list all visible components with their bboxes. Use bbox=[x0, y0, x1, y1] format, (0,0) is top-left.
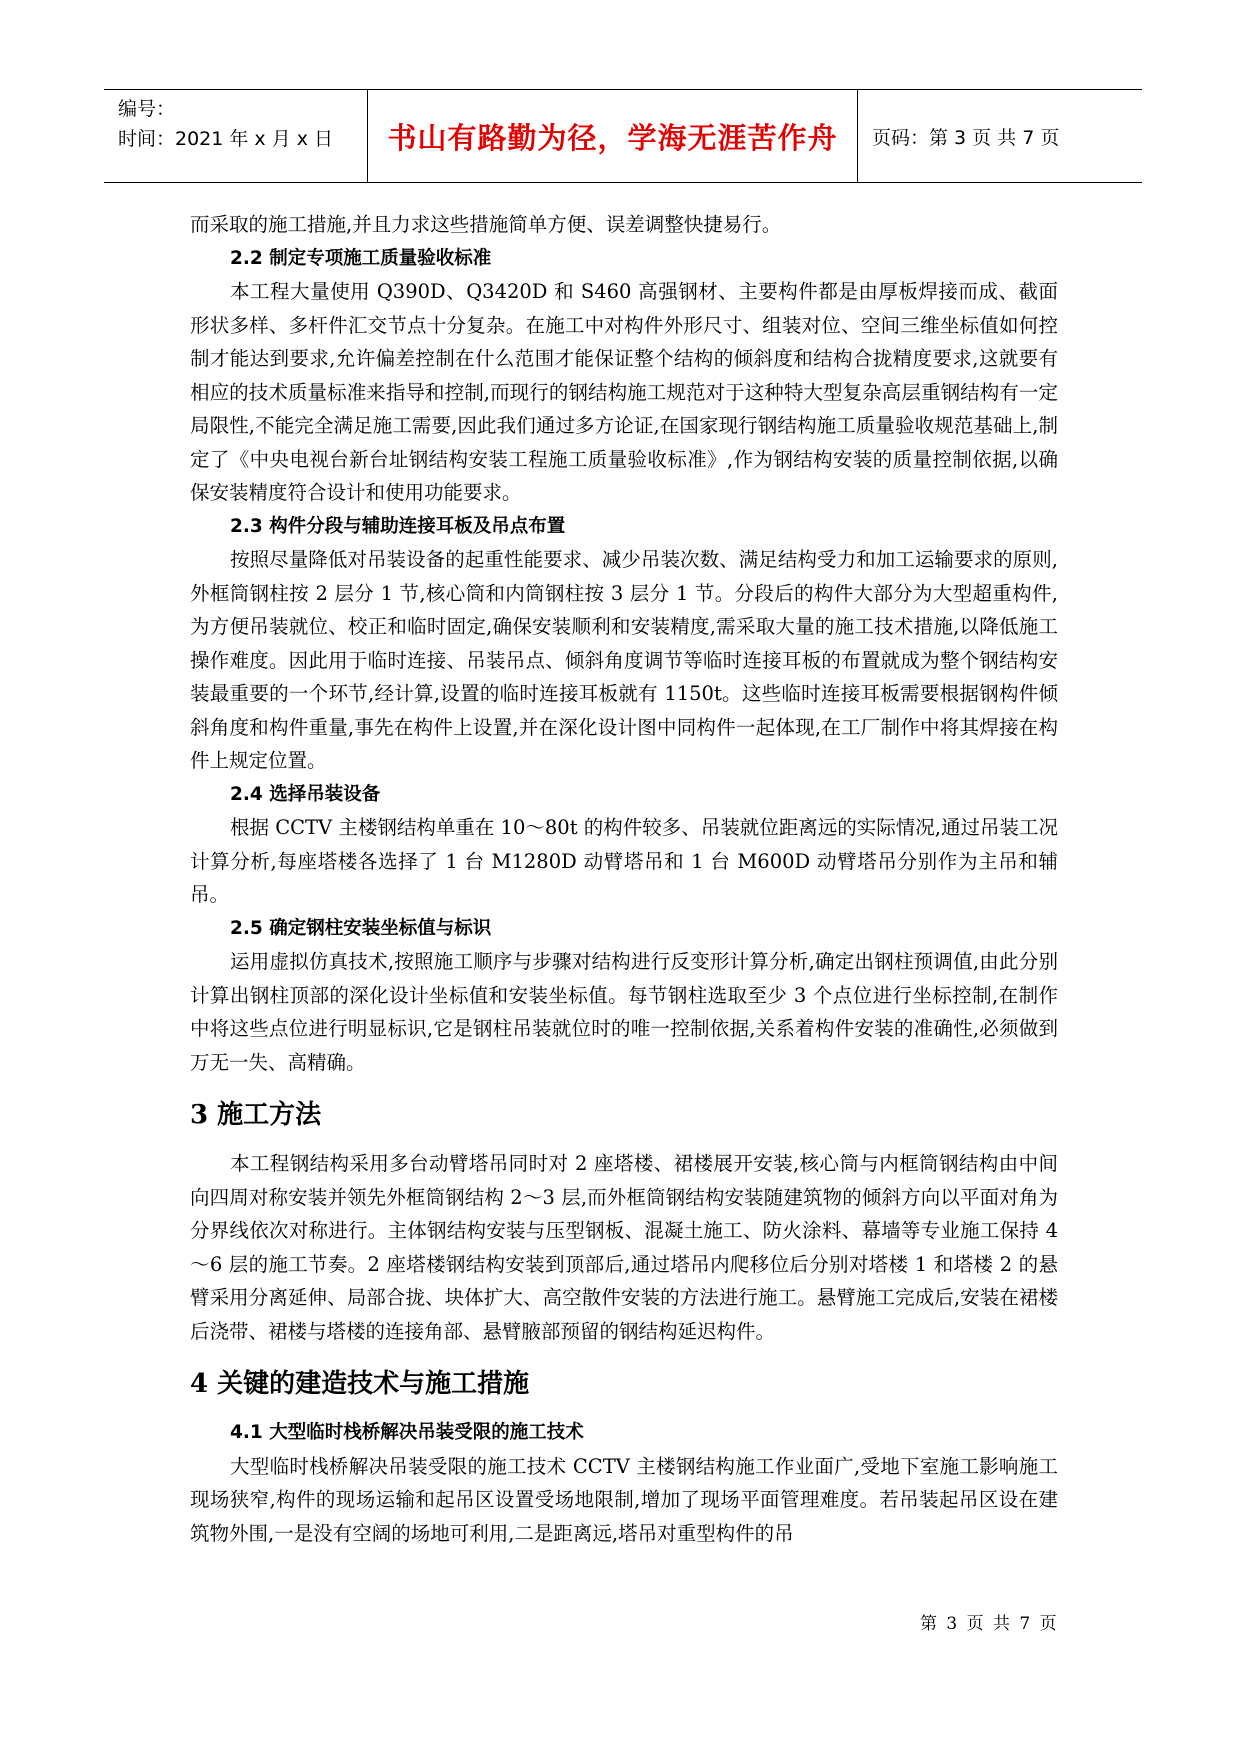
page-header bbox=[104, 89, 1142, 183]
section-heading-4: 4 关键的建造技术与施工措施 bbox=[190, 1369, 530, 1399]
section-heading-3: 3 施工方法 bbox=[190, 1100, 322, 1130]
document-number-label: 编号： bbox=[118, 98, 176, 120]
subsection-heading-2-3: 2.3 构件分段与辅助连接耳板及吊点布置 bbox=[230, 515, 566, 537]
header-page-label: 页码：第 3 页 共 7 页 bbox=[872, 126, 1060, 149]
subsection-heading-2-2: 2.2 制定专项施工质量验收标准 bbox=[230, 247, 492, 269]
subsection-heading-2-5: 2.5 确定钢柱安装坐标值与标识 bbox=[230, 917, 492, 939]
subsection-heading-2-4: 2.4 选择吊装设备 bbox=[230, 783, 381, 805]
paragraph: 大型临时栈桥解决吊装受限的施工技术 CCTV 主楼钢结构施工作业面广,受地下室施工影响施工现场狭窄,构件的现场运输和起吊区设置受场地限制,增加了现场平面管理难度。若吊装起吊区设在建筑物外围,一是没有空阔的场地可利用,二是距离远,塔吊对重型构件的吊 bbox=[190, 1454, 1058, 1545]
paragraph: 而采取的施工措施,并且力求这些措施简单方便、误差调整快捷易行。 bbox=[190, 213, 782, 236]
document-time-label: 时间：2021 年 x 月 x 日 bbox=[118, 128, 334, 150]
header-motto: 书山有路勤为径，学海无涯苦作舟 bbox=[368, 90, 858, 182]
subsection-heading-4-1: 4.1 大型临时栈桥解决吊装受限的施工技术 bbox=[230, 1422, 584, 1443]
document-body bbox=[190, 208, 1058, 1550]
paragraph: 根据 CCTV 主楼钢结构单重在 10～80t 的构件较多、吊装就位距离远的实际情况,通过吊装工况计算分析,每座塔楼各选择了 1 台 M1280D 动臂塔吊和 1 台 M600D 动臂塔吊分别作为主吊和辅吊。 bbox=[190, 816, 1058, 906]
paragraph: 本工程钢结构采用多台动臂塔吊同时对 2 座塔楼、裙楼展开安装,核心筒与内框筒钢结构由中间向四周对称安装并领先外框筒钢结构 2～3 层,而外框筒钢结构安装随建筑物的倾斜方向以平面对角为分界线依次对称进行。主体钢结构安装与压型钢板、混凝土施工、防火涂料、幕墙等专业施工保持 4～6 层的施工节奏。2 座塔楼钢结构安装到顶部后,通过塔吊内爬移位后分别对塔楼 1 和塔楼 2 的悬臂采用分离延伸、局部合拢、块体扩大、高空散件安装的方法进行施工。悬臂施工完成后,安装在裙楼后浇带、裙楼与塔楼的连接角部、悬臂腋部预留的钢结构延迟构件。 bbox=[190, 1152, 1058, 1343]
paragraph: 运用虚拟仿真技术,按照施工顺序与步骤对结构进行反变形计算分析,确定出钢柱预调值,由此分别计算出钢柱顶部的深化设计坐标值和安装坐标值。每节钢柱选取至少 3 个点位进行坐标控制,在制作中将这些点位进行明显标识,它是钢柱吊装就位时的唯一控制依据,关系着构件安装的准确性,必须做到万无一失、高精确。 bbox=[190, 950, 1058, 1074]
header-left-cell bbox=[104, 90, 368, 182]
paragraph: 按照尽量降低对吊装设备的起重性能要求、减少吊装次数、满足结构受力和加工运输要求的原则,外框筒钢柱按 2 层分 1 节,核心筒和内筒钢柱按 3 层分 1 节。分段后的构件大部分为大型超重构件,为方便吊装就位、校正和临时固定,确保安装顺利和安装精度,需采取大量的施工技术措施,以降低施工操作难度。因此用于临时连接、吊装吊点、倾斜角度调节等临时连接耳板的布置就成为整个钢结构安装最重要的一个环节,经计算,设置的临时连接耳板就有 1150t。这些临时连接耳板需要根据钢构件倾斜角度和构件重量,事先在构件上设置,并在深化设计图中同构件一起体现,在工厂制作中将其焊接在构件上规定位置。 bbox=[190, 548, 1058, 772]
page-footer: 第 3 页 共 7 页 bbox=[920, 1614, 1059, 1634]
paragraph: 本工程大量使用 Q390D、Q3420D 和 S460 高强钢材、主要构件都是由厚板焊接而成、截面形状多样、多杆件汇交节点十分复杂。在施工中对构件外形尺寸、组装对位、空间三维坐标值如何控制才能达到要求,允许偏差控制在什么范围才能保证整个结构的倾斜度和结构合拢精度要求,这就要有相应的技术质量标准来指导和控制,而现行的钢结构施工规范对于这种特大型复杂高层重钢结构有一定局限性,不能完全满足施工需要,因此我们通过多方论证,在国家现行钢结构施工质量验收规范基础上,制定了《中央电视台新台址钢结构安装工程施工质量验收标准》,作为钢结构安装的质量控制依据,以确保安装精度符合设计和使用功能要求。 bbox=[190, 280, 1058, 504]
